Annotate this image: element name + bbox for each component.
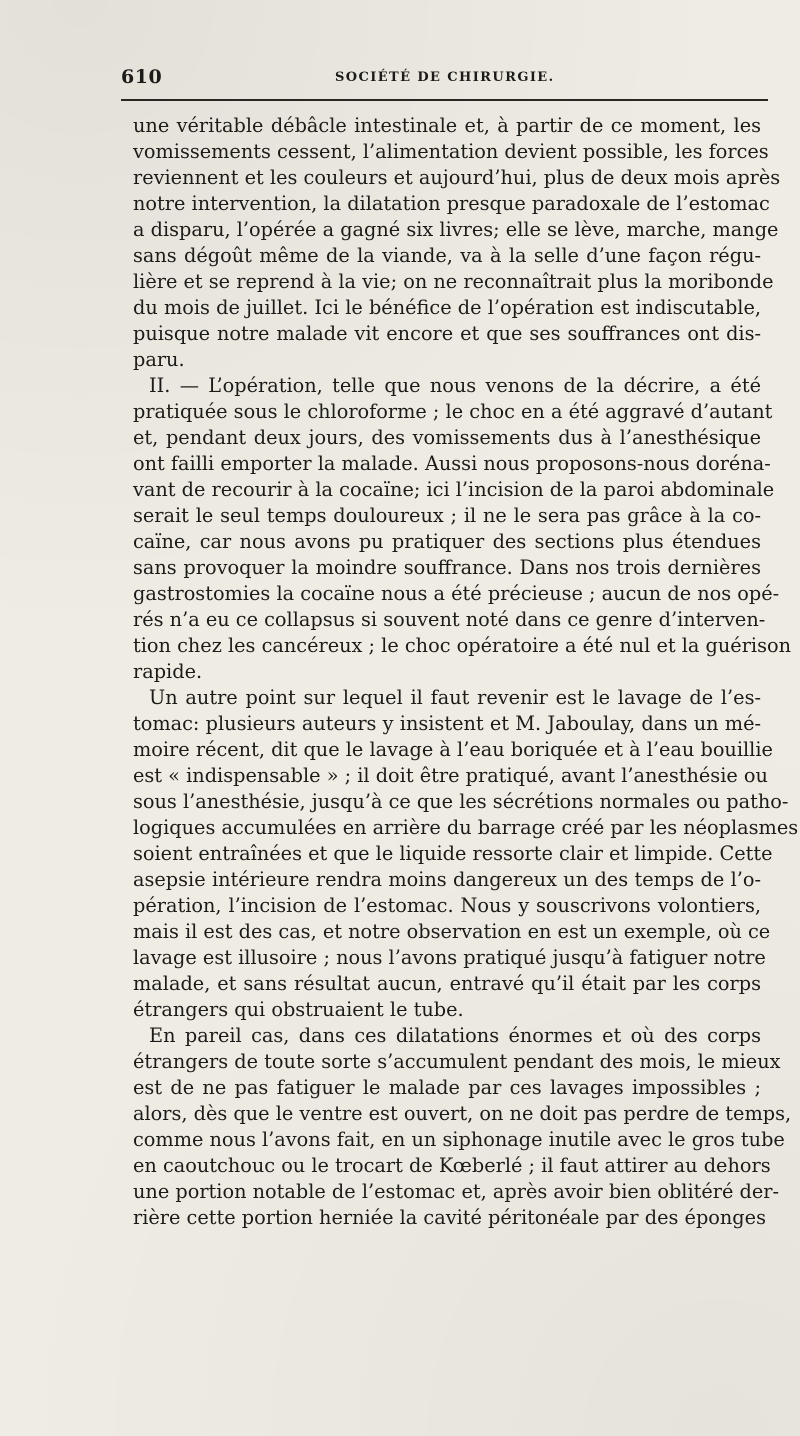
- text-line: et, pendant deux jours, des vomissements dus à l’anesthésique: [133, 426, 761, 449]
- text-line: alors, dès que le ventre est ouvert, on ne doit pas perdre de temps,: [133, 1102, 792, 1125]
- text-line: sans dégoût même de la viande, va à la selle d’une façon régu-: [133, 244, 761, 267]
- text-line: une portion notable de l’estomac et, après avoir bien oblitéré der-: [133, 1180, 780, 1203]
- text-line: sous l’anesthésie, jusqu’à ce que les sécrétions normales ou patho-: [133, 790, 789, 813]
- text-line: tion chez les cancéreux ; le choc opératoire a été nul et la guérison: [133, 634, 792, 657]
- body-text: [133, 113, 799, 1231]
- text-line: Un autre point sur lequel il faut revenir est le lavage de l’es-: [149, 686, 761, 709]
- text-line: étrangers de toute sorte s’accumulent pendant des mois, le mieux: [133, 1050, 781, 1073]
- text-line: vomissements cessent, l’alimentation devient possible, les forces: [133, 140, 769, 163]
- text-line: gastrostomies la cocaïne nous a été précieuse ; aucun de nos opé-: [133, 582, 780, 605]
- text-line: en caoutchouc ou le trocart de Kœberlé ; il faut attirer au dehors: [133, 1154, 771, 1177]
- paragraph-4: [133, 1023, 792, 1231]
- text-line: lière et se reprend à la vie; on ne reconnaîtrait plus la moribonde: [133, 270, 774, 293]
- text-line: serait le seul temps douloureux ; il ne le sera pas grâce à la co-: [133, 504, 761, 527]
- text-line: mais il est des cas, et notre observation en est un exemple, où ce: [133, 920, 771, 943]
- text-line: tomac: plusieurs auteurs y insistent et M. Jaboulay, dans un mé-: [133, 712, 761, 735]
- header-rule: [121, 99, 768, 101]
- text-line: moire récent, dit que le lavage à l’eau boriquée et à l’eau bouillie: [133, 738, 773, 761]
- page-number: 610: [121, 66, 163, 88]
- text-line: rapide.: [133, 660, 203, 683]
- text-line: ont failli emporter la malade. Aussi nous proposons-nous doréna-: [133, 452, 771, 475]
- text-line: caïne, car nous avons pu pratiquer des sections plus étendues: [133, 530, 761, 553]
- text-line: paru.: [133, 348, 185, 371]
- text-line: une véritable débâcle intestinale et, à partir de ce moment, les: [133, 114, 761, 137]
- running-head: SOCIÉTÉ DE CHIRURGIE.: [335, 70, 555, 85]
- text-line: pération, l’incision de l’estomac. Nous y souscrivons volontiers,: [133, 894, 761, 917]
- text-line: du mois de juillet. Ici le bénéfice de l’opération est indiscutable,: [133, 296, 761, 319]
- paragraph-2: [133, 373, 792, 685]
- text-line: sans provoquer la moindre souffrance. Dans nos trois dernières: [133, 556, 761, 579]
- text-line: II. — L’opération, telle que nous venons de la décrire, a été: [149, 374, 761, 397]
- text-line: malade, et sans résultat aucun, entravé qu’il était par les corps: [133, 972, 761, 995]
- text-line: est « indispensable » ; il doit être pratiqué, avant l’anesthésie ou: [133, 764, 768, 787]
- text-line: asepsie intérieure rendra moins dangereux un des temps de l’o-: [133, 868, 761, 891]
- text-line: rés n’a eu ce collapsus si souvent noté dans ce genre d’interven-: [133, 608, 766, 631]
- text-line: soient entraînées et que le liquide ressorte clair et limpide. Cette: [133, 842, 773, 865]
- text-line: vant de recourir à la cocaïne; ici l’incision de la paroi abdominale: [133, 478, 775, 501]
- paragraph-1: [133, 113, 781, 373]
- text-line: rière cette portion herniée la cavité péritonéale par des éponges: [133, 1206, 766, 1229]
- text-line: puisque notre malade vit encore et que ses souffrances ont dis-: [133, 322, 761, 345]
- text-line: a disparu, l’opérée a gagné six livres; elle se lève, marche, mange: [133, 218, 779, 241]
- text-line: lavage est illusoire ; nous l’avons pratiqué jusqu’à fatiguer notre: [133, 946, 766, 969]
- text-line: notre intervention, la dilatation presque paradoxale de l’estomac: [133, 192, 770, 215]
- text-line: reviennent et les couleurs et aujourd’hui, plus de deux mois après: [133, 166, 781, 189]
- page-header: [121, 66, 767, 96]
- text-line: est de ne pas fatiguer le malade par ces lavages impossibles ;: [133, 1076, 761, 1099]
- paragraph-3: [133, 685, 799, 1023]
- text-line: En pareil cas, dans ces dilatations énormes et où des corps: [149, 1024, 761, 1047]
- text-line: pratiquée sous le chloroforme ; le choc en a été aggravé d’autant: [133, 400, 773, 423]
- text-line: comme nous l’avons fait, en un siphonage inutile avec le gros tube: [133, 1128, 785, 1151]
- text-line: étrangers qui obstruaient le tube.: [133, 998, 464, 1021]
- text-line: logiques accumulées en arrière du barrage créé par les néoplasmes: [133, 816, 799, 839]
